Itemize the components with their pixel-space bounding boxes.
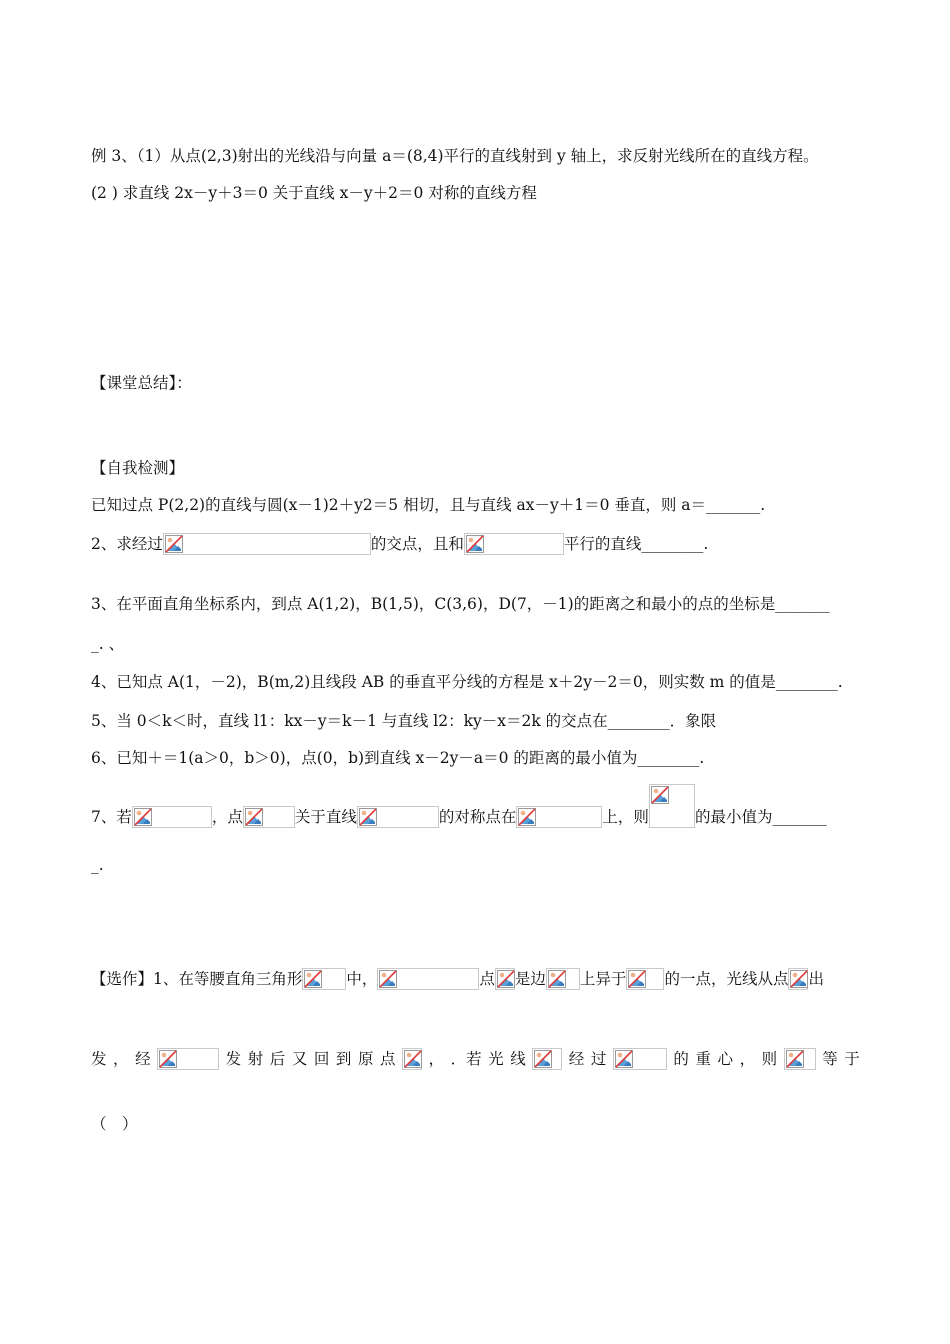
selftest-q3-line1: 3、在平面直角坐标系内，到点 A(1,2)，B(1,5)，C(3,6)，D(7，－1)的距离之和最小的点的坐标是_______ [91,595,830,613]
elective-text: 上异于 [579,970,627,988]
elective-line3: （ ） [91,1115,138,1133]
q2-mid: 的交点，且和 [370,535,464,553]
broken-image-icon [518,808,536,826]
selftest-q4: 4、已知点 A(1，－2)，B(m,2)且线段 AB 的垂直平分线的方程是 x＋2y－2＝0，则实数 m 的值是________. [91,673,843,691]
equation-image [516,806,602,828]
q7-text: 的对称点在 [438,808,517,826]
elective-char: 经 [568,1050,585,1068]
selftest-title: 【自我检测】 [91,459,185,477]
equation-image [357,806,439,828]
elective-char: 的 [673,1050,689,1068]
elective-line2 [91,1048,860,1070]
elective-char: 又 [291,1050,308,1068]
equation-image [613,1048,667,1070]
elective-char: 回 [313,1050,330,1068]
equation-image [464,533,564,555]
elective-char: ．若 [450,1050,482,1068]
equation-image [377,968,479,990]
elective-text: 是边 [514,970,546,988]
broken-image-icon [651,786,669,804]
elective-char: 则 [761,1050,778,1068]
q2-prefix: 2、求经过 [91,535,163,553]
equation-image [163,533,371,555]
broken-image-icon [165,535,183,553]
elective-char: 发 [225,1050,242,1068]
elective-char: 发 [91,1050,107,1068]
equation-image [788,968,808,990]
elective-char: ， [739,1050,756,1068]
elective-char: 后 [269,1050,286,1068]
broken-image-icon [359,808,377,826]
equation-image [402,1048,422,1070]
broken-image-icon [379,970,397,988]
equation-image [243,806,295,828]
q7-text: 7、若 [91,808,132,826]
equation-image [302,968,346,990]
q7-text: 关于直线 [294,808,357,826]
selftest-q5: 5、当 0＜k＜时，直线 l1：kx－y＝k－1 与直线 l2：ky－x＝2k 的交点在________．象限 [91,712,717,730]
elective-char: 等 [822,1050,838,1068]
selftest-q7-line2: _. [91,856,104,874]
broken-image-icon [404,1050,422,1068]
elective-char: 线 [510,1050,526,1068]
elective-char: ， [428,1050,445,1068]
elective-char: 到 [335,1050,352,1068]
q7-text: 的最小值为_______ [694,808,827,826]
selftest-q3-line2: _. 、 [91,635,125,653]
q7-text: 上，则 [602,808,649,826]
broken-image-icon [628,970,646,988]
selftest-q7 [91,784,827,828]
elective-char: 重 [695,1050,711,1068]
elective-char: 点 [380,1050,396,1068]
summary-title: 【课堂总结】： [91,374,192,392]
elective-char: 光 [488,1050,504,1068]
broken-image-icon [497,970,515,988]
broken-image-icon [548,970,566,988]
broken-image-icon [134,808,152,826]
elective-text: 【选作】1、在等腰直角三角形 [91,970,303,988]
broken-image-icon [304,970,322,988]
selftest-q2 [91,533,708,555]
selftest-q6: 6、已知＋＝1(a＞0，b＞0)，点(0，b)到直线 x－2y－a＝0 的距离的最小值为________. [91,749,705,767]
elective-text: 出 [808,970,824,988]
equation-image [495,968,515,990]
equation-image [532,1048,562,1070]
selftest-q1: 已知过点 P(2,2)的直线与圆(x－1)2＋y2＝5 相切，且与直线 ax－y＋1＝0 垂直，则 a＝_______. [91,496,766,514]
elective-text: 点 [479,970,495,988]
elective-line1 [91,968,824,990]
equation-image [546,968,580,990]
broken-image-icon [245,808,263,826]
elective-char: 射 [247,1050,264,1068]
broken-image-icon [159,1050,177,1068]
elective-char: 过 [590,1050,607,1068]
equation-image [157,1048,219,1070]
example3-line2: (2 ) 求直线 2x－y＋3＝0 关于直线 x－y＋2＝0 对称的直线方程 [91,184,537,202]
elective-char: 原 [357,1050,374,1068]
broken-image-icon [466,535,484,553]
elective-char: 心 [717,1050,734,1068]
equation-image [626,968,664,990]
broken-image-icon [790,970,808,988]
broken-image-icon [534,1050,552,1068]
equation-image [132,806,212,828]
q2-suffix: 平行的直线________. [563,535,709,553]
elective-text: 中， [346,970,378,988]
elective-char: 经 [135,1050,151,1068]
elective-char: ， [113,1050,129,1068]
q7-text: ，点 [211,808,243,826]
equation-image [649,784,695,828]
broken-image-icon [786,1050,804,1068]
elective-text: 的一点，光线从点 [664,970,789,988]
equation-image [784,1048,816,1070]
example3-line1: 例 3、（1）从点(2,3)射出的光线沿与向量 a＝(8,4)平行的直线射到 y 轴上，求反射光线所在的直线方程。 [91,147,819,165]
elective-char: 于 [844,1050,860,1068]
broken-image-icon [615,1050,633,1068]
